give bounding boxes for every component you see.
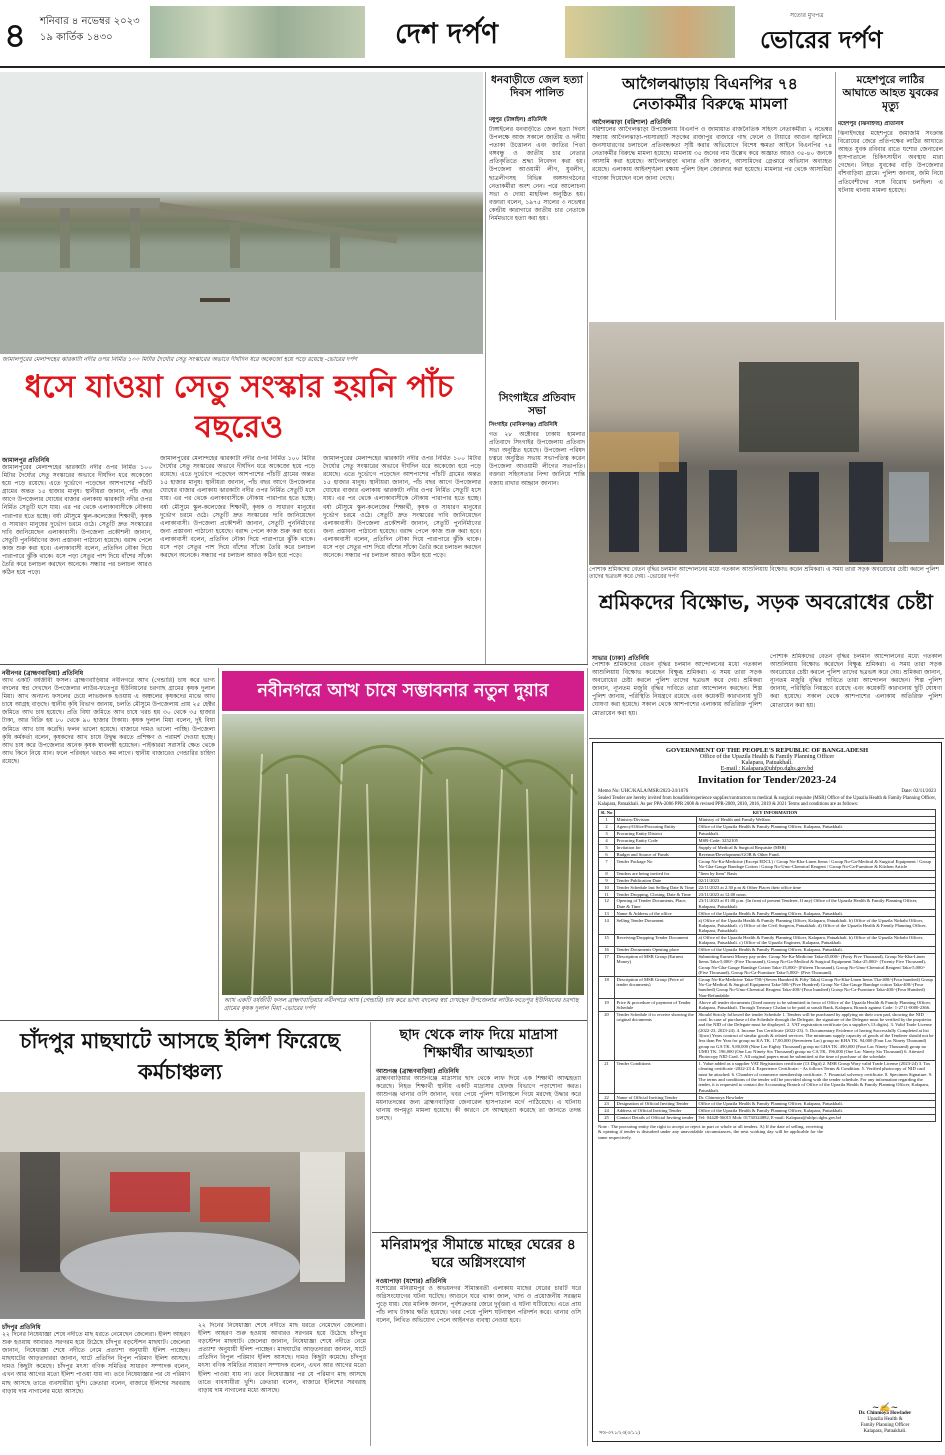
- workers-headline: শ্রমিকদের বিক্ষোভ, সড়ক অবরোধের চেষ্টা: [599, 590, 933, 614]
- tender-cell-sl: 11: [599, 891, 615, 898]
- tender-table: [598, 809, 936, 1122]
- tender-table-row: [599, 976, 936, 999]
- paper-tagline: সত্যের মুখপত্র: [790, 12, 824, 19]
- sugarcane-headline-band: [222, 671, 584, 711]
- bridge-photo-caption: [2, 356, 482, 364]
- tender-table-row: [599, 837, 936, 844]
- tender-cell-key: Tender Dropping, Closing, Date & Time: [615, 891, 697, 898]
- chandpur-headline: চাঁদপুর মাছঘাটে আসছে ইলিশ ফিরেছে কর্মচাঞ্চল্য: [20, 1029, 340, 1084]
- tender-cell-key: Tender Package No: [615, 858, 697, 870]
- tender-cell-value: Group No-Ka-Medicine (Except EDCL) / Group No-Kha-Linen Items / Group No-Ga-Medical & Surgical Equipment / Group No-Gha-Gauge Bandage Cotton / Group No-Umo-Chemical Reagent / Group No-Ca-Furniture & Kitchen Article: [697, 858, 936, 870]
- tender-cell-value: 02/11/2023: [697, 877, 936, 884]
- tender-table-row: [599, 817, 936, 824]
- agailjhara-byline: আগৈলঝাড়া (বরিশাল) প্রতিনিধি: [592, 119, 672, 126]
- bridge-body-col1: জামালপুরের মেলান্দহের ঝারকাটা নদীর ওপর নির্মিত ১০০ মিটার দৈর্ঘ্যের সেতু সংস্কারের অভাবে দীর্ঘদিন ধরে অকেজো হয়ে পড়ে রয়েছে। এতে দুর্ভোগে পড়েছেন আশপাশের পাঁচটি গ্রামের অন্তত ১৫ হাজার মানুষ। স্থানীয়রা জানান, পাঁচ বছর আগে উপজেলার ঘোষের বাজার এলাকায় ঝারকাটা নদীর ওপর নির্মিত সেতুটি ধসে যায়। এর পর থেকে এলাকাবাসীকে নৌকায় পারাপার হতে হচ্ছে। বর্ষা মৌসুমে স্কুল-কলেজের শিক্ষার্থী, কৃষক ও সাধারণ মানুষের দুর্ভোগ চরমে ওঠে। সেতুটি দ্রুত সংস্কারের দাবি জানিয়েছেন এলাকাবাসী। উপজেলা প্রকৌশলী জানান, সেতুটি পুনর্নির্মাণের জন্য প্রস্তাবনা পাঠানো হয়েছে। বরাদ্দ পেলে কাজ শুরু করা হবে। এলাকাবাসী বলেন, প্রতিদিন নৌকা দিয়ে পারাপারে ঝুঁকি থাকে। ধসে পড়া সেতুর পাশ দিয়ে বাঁশের সাঁকো তৈরি করে চলাচল করছেন অনেকে। সন্ধ্যার পর চলাচল আরও কঠিন হয়ে পড়ে।: [2, 464, 152, 577]
- row-rule-4: [372, 1232, 587, 1233]
- tender-cell-key: Agency/Office/Procuring Entity: [615, 823, 697, 830]
- workers-body-col2: পোশাক শ্রমিকদের বেতন বৃদ্ধির চলমান আন্দোলনের মধ্যে গতকাল আশুলিয়ায় বিক্ষোভ করেছেন বিক্ষুব্ধ শ্রমিকরা। এ সময় তারা সড়ক অবরোধের চেষ্টা করলে পুলিশ তাদের ছত্রভঙ্গ করে দেয়। শ্রমিকরা জানান, ন্যূনতম মজুরি বৃদ্ধির দাবিতে তারা আন্দোলন করছেন। শিল্প পুলিশ জানায়, পরিস্থিতি নিয়ন্ত্রণে রয়েছে এবং কয়েকটি কারখানায় ছুটি ঘোষণা করা হয়েছে। সকাল থেকে আশপাশের এলাকায় অতিরিক্ত পুলিশ মোতায়েন করা হয়।: [770, 653, 942, 709]
- tender-cell-key: Tenders are being invited for: [615, 870, 697, 877]
- sugarcane-caption-credit: -ভোরের দর্পণ: [282, 1004, 316, 1012]
- workers-photo: [589, 322, 944, 565]
- hartal-byline: মধুপুর (টাঙ্গাইল) প্রতিনিধি: [489, 117, 547, 123]
- tender-cell-value: Ministry of Health and Family Welfare.: [697, 817, 936, 824]
- row-rule-1: [0, 664, 588, 665]
- tender-cell-sl: 9: [599, 877, 615, 884]
- hartal-body: টাঙ্গাইলের ধনবাড়ীতে জেল হত্যা দিবস উপলক্ষে আজ সকালে জাতীয় ও দলীয় পতাকা উত্তোলন এবং জাতির পিতা বঙ্গবন্ধু ও জাতীয় চার নেতার প্রতিকৃতিতে শ্রদ্ধা নিবেদন করা হয়। উপজেলা আওয়ামী লীগ, যুবলীগ, ছাত্রলীগসহ বিভিন্ন অঙ্গসংগঠনের নেতাকর্মীরা অংশ নেন। পরে আলোচনা সভা ও দোয়া মাহফিল অনুষ্ঠিত হয়। বক্তারা বলেন, ১৯৭৫ সালের ৩ নভেম্বর কেন্দ্রীয় কারাগারে জাতীয় চার নেতাকে নির্মমভাবে হত্যা করা হয়।: [489, 126, 585, 223]
- tender-title: Invitation for Tender/2023-24: [697, 774, 837, 786]
- tender-cell-value: Should Strictly followed the tender Schedule 1. Tenders will be purchased by applying on their own pad, showing the NID card. In case of purchase of the Schedule through the Delegate, the signature of the Delegate must be verified by the proprietor and the NID of the Delegate must be displayed. 2. VAT registration certificate (as a supplier's 13 digits). 3. Valid Trade License (2022-23, 2023-24). 4. Income Tax Certificate (2022-23). 5. Documentary Evidence of having Successfully Completed at list 3(two) Years contract of similar goods & related services. The minimum supply capacity of goods of the Tenderer should not be less than Per Year for group no KA TK. 17,00,000 (Seventeen Lac) group no KHA TK. 94,000 (Four Lac Ninety Thousand) group no GA TK. 9,80,000 (Nine Lac Eighty Thousand) group no GHA TK. 490,000 (Four Lac Ninety Thousand) group no UMO TK. 196,000 (One Lac Ninety Six Thousand) group no CA TK. 196,000 (One Lac Ninety Six Thousand) 6. Attested Photocopy NID Card. 7. All original papers must be submitted at the time of purchase of the schedule.: [698, 1011, 934, 1060]
- tender-cell-sl: 22: [599, 1094, 615, 1101]
- header-rule: [0, 66, 945, 68]
- workers-byline: সাভার (ঢাকা) প্রতিনিধি: [592, 655, 650, 662]
- tender-cell-value: 23/11/2023 at 12.00 noon.: [697, 891, 936, 898]
- tender-table-row: [599, 917, 936, 934]
- tender-cell-value: a) Office of the Upazila Health & Family Planning Officer, Kalapara, Patuakhali. b) Office of the Upazila Nirbahi Officer, Kalapara, Patuakhali. c) Office of the Upazila Engineer, Kalapara, Patuakhali.: [697, 934, 936, 946]
- column-rule-1: [485, 72, 486, 664]
- tender-location-line: Kalapara, Patuakhali.: [741, 760, 793, 766]
- tender-cell-value: Office of the Upazila Health & Family Planning Officer, Kalapara, Patuakhali.: [697, 910, 936, 917]
- tender-cell-key: Tender Publication Date: [615, 877, 697, 884]
- column-rule-5: [370, 1022, 371, 1446]
- bridge-headline: ধসে যাওয়া সেতু সংস্কার হয়নি পাঁচ বছরেও: [24, 369, 454, 445]
- tender-cell-key: Tender Documents Opening place: [615, 946, 697, 953]
- tender-signature-mark: ~✍~: [871, 1403, 899, 1413]
- tender-cell-value: "Item by Item" Basis: [697, 870, 936, 877]
- header-banner-left: [150, 6, 365, 58]
- madrasa-body: ব্রাহ্মণবাড়িয়ার আশুগঞ্জে মাদ্রাসার ছাদ থেকে লাফ দিয়ে এক শিক্ষার্থী আত্মহত্যা করেছে। নিহত শিক্ষার্থী স্থানীয় একটি মাদ্রাসার হেফজ বিভাগে পড়াশোনা করত। আশুগঞ্জ থানার ওসি জানান, খবর পেয়ে পুলিশ ঘটনাস্থলে গিয়ে মরদেহ উদ্ধার করে ময়নাতদন্তের জন্য ব্রাহ্মণবাড়িয়া জেনারেল হাসপাতাল মর্গে পাঠিয়েছে। এ ঘটনায় থানায় অপমৃত্যু মামলা হয়েছে। কী কারণে সে আত্মহত্যা করেছে তা জানতে তদন্ত চলছে।: [376, 1075, 581, 1123]
- tender-cell-value: MSR-Code: 3252105: [697, 837, 936, 844]
- tender-cell-key: Ministry/Division: [615, 817, 697, 824]
- tender-email-line: E-mail : Kalapara@uhfpo.dghs.gov.bd: [720, 766, 814, 772]
- row-rule-3: [0, 1020, 588, 1021]
- tender-table-row: [599, 858, 936, 870]
- tender-table-row: [599, 1011, 936, 1060]
- bridge-caption-credit: -ভোরের দর্পণ: [324, 356, 358, 363]
- tender-cell-value: Above all tender documents (fixed money to be submitted in favor of Office of the Upazila Health & Family Planning Officer, Kalapara, Patuakhali. Through Treasury Chalan to be paid at sonali Bank, Kalapara, Branch against Code: 1-2711-0000-2366.: [697, 999, 936, 1011]
- chandpur-body-col2: ২২ দিনের নিষেধাজ্ঞা শেষে নদীতে মাছ ধরতে নেমেছেন জেলেরা। ইলিশ আহরণ শুরু হওয়ায় আবারও সরগরম হয়ে উঠেছে চাঁদপুর বড়স্টেশন মাছঘাট। জেলেরা জানান, নিষেধাজ্ঞা শেষে নদীতে নেমে প্রত্যাশা অনুযায়ী ইলিশ পাচ্ছেন। মাছঘাটের আড়তদাররা জানান, ঘাটে প্রতিদিন বিপুল পরিমাণ ইলিশ আসছে। দামও কিছুটা কমেছে। চাঁদপুর মৎস্য বণিক সমিতির সাধারণ সম্পাদক বলেন, এখন আর আগের মতো ইলিশ পাওয়া যায় না। তবে নিষেধাজ্ঞার পর যে পরিমাণ মাছ আসছে তাতে ব্যবসায়ীরা খুশি। ক্রেতারা বলেন, বাজারে ইলিশের সরবরাহ বাড়ায় দাম নাগালের মধ্যে আসছে।: [198, 1322, 366, 1394]
- tender-table-row: [599, 823, 936, 830]
- workers-caption-credit: -ভোরের দর্পণ: [647, 574, 679, 580]
- tender-cell-value: 23/11/2023 at 01.00 p.m. (In front of present Tenderer, If any) Office of the Upazila Health & Family Planning Officer, Kalapara, Patuakhali.: [697, 898, 936, 910]
- tender-notice: [592, 742, 942, 1442]
- tender-cell-value: Office of the Upazila Health & Family Planning Officer, Kalapara, Patuakhali.: [697, 946, 936, 953]
- tender-cell-sl: 14: [599, 917, 615, 934]
- tender-table-row: [599, 1114, 936, 1121]
- agailjhara-headline: আগৈলঝাড়ায় বিএনপির ৭৪ নেতাকর্মীর বিরুদ্ধে মামলা: [622, 75, 798, 113]
- sugarcane-headline: নবীনগরে আখ চাষে সম্ভাবনার নতুন দুয়ার: [257, 681, 549, 701]
- mohespur-byline: মহেশপুর (ঝিনাইদহ) প্রতিনিধি: [838, 121, 904, 127]
- bridge-body-col3: জামালপুরের মেলান্দহের ঝারকাটা নদীর ওপর নির্মিত ১০০ মিটার দৈর্ঘ্যের সেতু সংস্কারের অভাবে দীর্ঘদিন ধরে অকেজো হয়ে পড়ে রয়েছে। এতে দুর্ভোগে পড়েছেন আশপাশের পাঁচটি গ্রামের অন্তত ১৫ হাজার মানুষ। স্থানীয়রা জানান, পাঁচ বছর আগে উপজেলার ঘোষের বাজার এলাকায় ঝারকাটা নদীর ওপর নির্মিত সেতুটি ধসে যায়। এর পর থেকে এলাকাবাসীকে নৌকায় পারাপার হতে হচ্ছে। বর্ষা মৌসুমে স্কুল-কলেজের শিক্ষার্থী, কৃষক ও সাধারণ মানুষের দুর্ভোগ চরমে ওঠে। সেতুটি দ্রুত সংস্কারের দাবি জানিয়েছেন এলাকাবাসী। উপজেলা প্রকৌশলী জানান, সেতুটি পুনর্নির্মাণের জন্য প্রস্তাবনা পাঠানো হয়েছে। বরাদ্দ পেলে কাজ শুরু করা হবে। এলাকাবাসী বলেন, প্রতিদিন নৌকা দিয়ে পারাপারে ঝুঁকি থাকে। ধসে পড়া সেতুর পাশ দিয়ে বাঁশের সাঁকো তৈরি করে চলাচল করছেন অনেকে। সন্ধ্যার পর চলাচল আরও কঠিন হয়ে পড়ে।: [323, 455, 481, 560]
- tender-cell-key: Invitation for: [615, 844, 697, 851]
- tender-cell-sl: 23: [599, 1101, 615, 1108]
- sugarcane-caption-text: আখ একটি বর্ষজীবী ফসল ব্রাহ্মণবাড়িয়ার নবীনগরে আখ (গেন্ডারি) চাষ করে ভাগ্য বদলের স্বপ্ন দেখছেন উপজেলার লাউর-ফতেপুর ইউনিয়নের চরগাছ গ্রামের কৃষক দুলাল মিয়া: [224, 997, 579, 1012]
- tender-table-row: [599, 884, 936, 891]
- tender-table-row: [599, 891, 936, 898]
- tender-table-header: [599, 810, 936, 817]
- tender-cell-key: Description of MSR Group (Price of tender documents): [615, 976, 697, 999]
- workers-body-col1: পোশাক শ্রমিকদের বেতন বৃদ্ধির চলমান আন্দোলনের মধ্যে গতকাল আশুলিয়ায় বিক্ষোভ করেছেন বিক্ষুব্ধ শ্রমিকরা। এ সময় তারা সড়ক অবরোধের চেষ্টা করলে পুলিশ তাদের ছত্রভঙ্গ করে দেয়। শ্রমিকরা জানান, ন্যূনতম মজুরি বৃদ্ধির দাবিতে তারা আন্দোলন করছেন। শিল্প পুলিশ জানায়, পরিস্থিতি নিয়ন্ত্রণে রয়েছে এবং কয়েকটি কারখানায় ছুটি ঘোষণা করা হয়েছে। সকাল থেকে আশপাশের এলাকায় অতিরিক্ত পুলিশ মোতায়েন করা হয়।: [592, 661, 762, 717]
- tender-cell-sl: 21: [599, 1060, 615, 1093]
- tender-table-row: [599, 1094, 936, 1101]
- singair-body: গত ২৮ অক্টোবর ঢাকায় হামলার প্রতিবাদে সিংগাইর উপজেলায় প্রতিবাদ সভা অনুষ্ঠিত হয়েছে। উপজেলা পরিষদ চত্বরে অনুষ্ঠিত সভায় সভাপতিত্ব করেন উপজেলা আওয়ামী লীগের সভাপতি। বক্তারা সহিংসতার নিন্দা জানিয়ে শান্তি বজায় রাখার আহ্বান জানান।: [489, 431, 585, 487]
- tender-cell-value: Submitting Earnest Money pay order. Group No-Ka-Medicine Taka-45,000/- (Forty Five Thousand), Group No-Kha-Linen Items Taka-5,000/- (Five Thousand), Group No-Ga-Medical & Surgical Equipment Taka-25,000/- (Twenty Five Thousand), Group No-Gha-Gauge Bandage Cotton Taka-15,000/- (Fifteen Thousand), Group No-Umo-Chemical Reagent Taka-5,000/- (Five Thousand), Group No-Ca-Furniture Taka-5,000/- (Five Thousand).: [697, 953, 936, 976]
- tender-table-row: [599, 946, 936, 953]
- tender-table-body: [599, 817, 936, 1122]
- tender-cell-sl: 15: [599, 934, 615, 946]
- agailjhara-body: বরিশালের আগৈলঝাড়া উপজেলায় বিএনপি ও জামায়াত রাজনৈতিক সহিংস নেতাকর্মীরা ২ নভেম্বর সন্ধ্যায় আগৈলঝাড়া-পয়সারহাট সড়কের রাজাপুর বাজারে গাছ ফেলে ও টায়ারে আগুন জ্বালিয়ে জনসাধারণের চলাচলে প্রতিবন্ধকতা সৃষ্টি করার অভিযোগে বিশেষ ক্ষমতা আইনে বিএনপির ৭৪ নেতাকর্মীর বিরুদ্ধে মামলা হয়েছে। মামলায় ৩৫ জনের নাম উল্লেখ করে অজ্ঞাত আরও ৩৫-৪০ জনকে আসামি করা হয়েছে। আগৈলঝাড়া থানার ওসি জানান, আসামিদের গ্রেপ্তারে অভিযান অব্যাহত রয়েছে। এলাকায় আইনশৃঙ্খলা রক্ষায় পুলিশ টহল জোরদার করা হয়েছে। মামলার পর থেকে আসামিরা গাঢাকা দিয়েছেন বলে জানা গেছে।: [592, 126, 832, 182]
- tender-cell-key: Selling Tender Document: [615, 917, 697, 934]
- tender-cell-sl: 3: [599, 830, 615, 837]
- tender-cell-sl: 18: [599, 976, 615, 999]
- tender-date: Date: 02/11/2023: [901, 789, 936, 794]
- mohespur-body: ঝিনাইদহের মহেশপুরে জমাজমি সংক্রান্ত বিরোধের জেরে প্রতিপক্ষের লাঠির আঘাতে আহত যুবক রবিবার রাতে যশোর জেনারেল হাসপাতালে চিকিৎসাধীন অবস্থায় মারা গেছেন। নিহত যুবকের বাড়ি উপজেলার বাঁশবাড়িয়া গ্রামে। পুলিশ জানায়, জমি নিয়ে প্রতিবেশীদের সঙ্গে বিরোধ চলছিল। এ ঘটনায় থানায় মামলা হয়েছে।: [838, 130, 943, 194]
- sugarcane-photo: [222, 714, 584, 995]
- tender-cell-key: Name of Official Inviting Tender: [615, 1094, 697, 1101]
- tender-cell-sl: 13: [599, 910, 615, 917]
- bridge-byline: জামালপুর প্রতিনিধি: [2, 457, 50, 464]
- tender-table-row: [599, 1060, 936, 1093]
- header-banner-right: [565, 6, 735, 58]
- tender-cell-sl: 17: [599, 953, 615, 976]
- tender-cell-key: Address of Official Inviting Tender: [615, 1107, 697, 1114]
- tender-cell-key: Designation of Official Inviting Tender: [615, 1101, 697, 1108]
- singair-byline: সিংগাইর (মানিকগঞ্জ) প্রতিনিধি: [489, 422, 558, 428]
- tender-table-row: [599, 1101, 936, 1108]
- tender-cell-sl: 2: [599, 823, 615, 830]
- workers-caption-text: পোশাক শ্রমিকদের বেতন বৃদ্ধির চলমান আন্দোলনের মধ্যে গতকাল আশুলিয়ায় বিক্ষোভ করেন শ্রমিকরা। এ সময় তারা সড়ক অবরোধের চেষ্টা করলে পুলিশ তাদের ছত্রভঙ্গ করে দেয়।: [589, 567, 939, 580]
- tender-cell-key: Opening of Tender Documents, Place, Date & Time: [615, 898, 697, 910]
- workers-illustration: [589, 322, 944, 565]
- chandpur-body-col1: ২২ দিনের নিষেধাজ্ঞা শেষে নদীতে মাছ ধরতে নেমেছেন জেলেরা। ইলিশ আহরণ শুরু হওয়ায় আবারও সরগরম হয়ে উঠেছে চাঁদপুর বড়স্টেশন মাছঘাট। জেলেরা জানান, নিষেধাজ্ঞা শেষে নদীতে নেমে প্রত্যাশা অনুযায়ী ইলিশ পাচ্ছেন। মাছঘাটের আড়তদাররা জানান, ঘাটে প্রতিদিন বিপুল পরিমাণ ইলিশ আসছে। দামও কিছুটা কমেছে। চাঁদপুর মৎস্য বণিক সমিতির সাধারণ সম্পাদক বলেন, এখন আর আগের মতো ইলিশ পাওয়া যায় না। তবে নিষেধাজ্ঞার পর যে পরিমাণ মাছ আসছে তাতে ব্যবসায়ীরা খুশি। ক্রেতারা বলেন, বাজারে ইলিশের সরবরাহ বাড়ায় দাম নাগালের মধ্যে আসছে।: [2, 1331, 190, 1395]
- tender-table-row: [599, 999, 936, 1011]
- column-rule-6: [587, 668, 588, 1446]
- tender-signer-title1: Upazila Health &: [867, 1417, 903, 1422]
- tender-memo-row: [598, 789, 936, 794]
- tender-table-row: [599, 910, 936, 917]
- tender-signature-block: [835, 1405, 935, 1435]
- tender-cell-key: Tender Conditions: [615, 1060, 697, 1093]
- tender-table-row: [599, 844, 936, 851]
- tender-cell-value: a) Office of the Upazila Health & Family Planning Officer, Kalapara, Patuakhali. b) Office of the Upazila Nirbahi Officer, Kalapara, Patuakhali. c) Office of the Civil Surgeon, Patuakhali. d) Office of the Upazila Health & Family Planning Officer, Kalapara, Patuakhali.: [697, 917, 936, 934]
- tender-cell-sl: 19: [599, 999, 615, 1011]
- tender-cell-key: Budget and Source of Funds: [615, 851, 697, 858]
- tender-intro: Sealed Tender are hereby invited from bonafide/experience supplier/contractors to medical & surgical requisite (MSR) Office of the Upazila Health & Family Planning Officer, Kalapara, Patuakhali. As per PPA-2006 PPR 2008 & revised PPR-2009, 2010, 2016, 2019 & 2021 Terms and conditions are as follows:: [598, 796, 936, 807]
- tender-table-row: [599, 1107, 936, 1114]
- tender-cell-key: Receiving/Dropping Tender Document: [615, 934, 697, 946]
- hartal-headline: ধনবাড়ীতে জেল হত্যা দিবস পালিত: [491, 74, 583, 99]
- tender-cell-value: Patuakhali.: [697, 830, 936, 837]
- date-line-1: শনিবার ৪ নভেম্বর ২০২৩: [40, 16, 140, 27]
- sugarcane-byline: নবীনগর (ব্রাহ্মণবাড়িয়া) প্রতিনিধি: [2, 670, 84, 677]
- tender-note: Note : The procuring entity the right to accept or reject in part or whole or all tenders. A) If the date of selling, receiving & opening if tender is disturbed under any unavoidable circumstances, the next working day will be applicable for the same respectively.: [598, 1123, 823, 1140]
- tender-table-row: [599, 830, 936, 837]
- tender-cell-value: Tel: 04428-56015 Mob: 01730324882, E-mail: Kalapara@uhfpo.dghs.gov.bd: [697, 1114, 936, 1121]
- bridge-illustration: [0, 72, 483, 354]
- sugarcane-illustration: [222, 714, 584, 995]
- monirampur-body: যশোরের মনিরামপুর ও অভয়নগর সীমান্তবর্তী এলাকায় মাছের ঘেরের চারটি ঘরে অগ্নিসংযোগের ঘটনা ঘটেছে। আগুনে ঘরে থাকা জাল, খাদ্য ও প্রয়োজনীয় সরঞ্জাম পুড়ে যায়। ঘের মালিক জানান, পূর্বশত্রুতার জেরে দুর্বৃত্তরা এ ঘটনা ঘটিয়েছে। এতে প্রায় পাঁচ লাখ টাকার ক্ষতি হয়েছে। খবর পেয়ে পুলিশ ঘটনাস্থল পরিদর্শন করে। থানার ওসি বলেন, লিখিত অভিযোগ পেলে আইনগত ব্যবস্থা নেওয়া হবে।: [376, 1285, 581, 1325]
- tender-cell-sl: 6: [599, 851, 615, 858]
- tender-cell-sl: 25: [599, 1114, 615, 1121]
- madrasa-headline: ছাদ থেকে লাফ দিয়ে মাদ্রাসা শিক্ষার্থীর আত্মহত্যা: [399, 1027, 558, 1061]
- tender-cell-value: 1. Value added as a supplier VAT Registration certificate (13 Digit) 2. MSR Group Wary valid Trade License (2023-24) 3. Tax clearing certificate -2022-23 4. Experience Certificate: - As follows Terms & Condition. 5. Verified photocopy of NID card must be attached. 6. Chamber of commerce membership certificate. 7. Financial solvency certificate. 8. Specimen Signature. 9. The terms and conditions of the tender will be provided along with the tender schedule. For any information regarding the tender, it is requested to contact the Accounting Branch of Office of the Upazila Health & Family Planning Officer, Kalapara, Patuakhali.: [697, 1060, 936, 1093]
- tender-signer-place: Kalapara, Patuakhali.: [863, 1429, 907, 1434]
- tender-table-row: [599, 898, 936, 910]
- sugarcane-body-col1: আখ একটি বর্ষজীবী ফসল। ব্রাহ্মণবাড়িয়ার নবীনগরে আখ (গেন্ডারি) চাষ করে ভাগ্য বদলের স্বপ্ন দেখছেন উপজেলার লাউর-ফতেপুর ইউনিয়নের চরগাছ গ্রামের কৃষক দুলাল মিয়া। আখ অন্যান্য ফসলের চেয়ে লাভজনক হওয়ায় এ অঞ্চলের কৃষকদের মাঝে আখ চাষে আগ্রহ বাড়ছে। স্থানীয় কৃষি বিভাগ জানায়, চলতি মৌসুমে উপজেলায় প্রায় ২৫ হেক্টর জমিতে আখ চাষ হয়েছে। প্রতি বিঘা জমিতে আখ চাষে খরচ হয় ৩০ থেকে ৩৫ হাজার টাকা, আর বিক্রি হয় ৮০ থেকে ৯০ হাজার টাকায়। কৃষক দুলাল মিয়া বলেন, দুই বিঘা জমিতে আখ চাষ করেছি। ফলন ভালো হয়েছে। বাজারে দামও ভালো পাচ্ছি। উপজেলা কৃষি কর্মকর্তা বলেন, কৃষকদের আখ চাষে উদ্বুদ্ধ করতে প্রশিক্ষণ ও পরামর্শ দেওয়া হচ্ছে। আখ চাষ করে উপজেলার অনেক কৃষক স্বাবলম্বী হয়েছেন। পাইকাররা সরাসরি ক্ষেত থেকে আখ কিনে নিয়ে যান। ফলে পরিবহন খরচও কম লাগে। স্থানীয় বাজারেও গেন্ডারির চাহিদা রয়েছে।: [2, 677, 215, 765]
- tender-table-row: [599, 934, 936, 946]
- bridge-article: [2, 455, 482, 665]
- paper-name: ভোরের দর্পণ: [760, 26, 883, 54]
- tender-cell-key: Tender Schedule if to receive showing the original documents: [615, 1011, 697, 1060]
- tender-footer-code: সও-৩৭১/২৩(৩/১১): [599, 1431, 640, 1436]
- monirampur-headline: মনিরামপুর সীমান্তে মাছের ঘেরের ৪ ঘরে অগ্নিসংযোগ: [381, 1237, 576, 1271]
- tender-gov-line: GOVERNMENT OF THE PEOPLE'S REPUBLIC OF BANGLADESH: [665, 747, 869, 754]
- tender-cell-key: Tender Schedule last Selling Date & Time: [615, 884, 697, 891]
- tender-cell-value: Dr. Chinmoya Howlader: [697, 1094, 936, 1101]
- tender-col-sl: Sl. No: [599, 810, 615, 817]
- tender-table-row: [599, 870, 936, 877]
- tender-cell-sl: 4: [599, 837, 615, 844]
- tender-cell-sl: 16: [599, 946, 615, 953]
- tender-signer-title2: Family Planning Officer: [860, 1423, 910, 1428]
- chandpur-byline: চাঁদপুর প্রতিনিধি: [2, 1324, 41, 1331]
- column-rule-3: [835, 72, 836, 320]
- tender-cell-key: Procuring Entity Code: [615, 837, 697, 844]
- tender-cell-sl: 20: [599, 1011, 615, 1060]
- row-rule-2: [589, 738, 944, 739]
- tender-cell-sl: 8: [599, 870, 615, 877]
- tender-cell-key: Price & procedure of payment of Tender Schedule: [615, 999, 697, 1011]
- tender-cell-sl: 1: [599, 817, 615, 824]
- tender-cell-sl: 24: [599, 1107, 615, 1114]
- bridge-photo: [0, 72, 483, 354]
- tender-cell-value: Revenue/Development/GOB & Other Fund.: [697, 851, 936, 858]
- chandpur-illustration: [0, 1092, 365, 1319]
- mohespur-headline: মহেশপুরে লাঠির আঘাতে আহত যুবকের মৃত্যু: [842, 74, 939, 112]
- column-rule-2: [587, 72, 588, 664]
- tender-cell-key: Description of MSR Group (Earnest Money): [615, 953, 697, 976]
- tender-cell-sl: 5: [599, 844, 615, 851]
- page-header: [0, 0, 945, 70]
- sugarcane-photo-caption: [224, 997, 582, 1012]
- tender-cell-value: 22/11/2023 at 2.30 p.m & Other Places their office time: [697, 884, 936, 891]
- tender-cell-key: Procuring Entity District: [615, 830, 697, 837]
- tender-cell-key: Name & Address of the office: [615, 910, 697, 917]
- tender-cell-sl: 7: [599, 858, 615, 870]
- workers-photo-caption: [589, 567, 944, 581]
- tender-cell-value: Group No-Ka-Medicine Taka-750/-(Seven Hundred & Fifty Taka) Group No-Kha-Linen Items Tka-400/-(Four hundred) Group No-Ga-Medical & Surgical Equipment Taka-500/-(Five Hundred) Group No-Gha-Gauge Bandage cotton Taka-400/-(Four hundred) Group No-Umo-Chemical Reagent Taka-400/-(Four hundred) Group No-Ca-Furniture Taka-400/-(Four Hundred) Non-Refundable.: [697, 976, 936, 999]
- tender-cell-key: Contact Details of Official Inviting tender: [615, 1114, 697, 1121]
- monirampur-byline: নওয়াপাড়া (যশোর) প্রতিনিধি: [376, 1278, 447, 1285]
- tender-memo: Memo No: UHC/KALA/MSR/2023-24/1076: [598, 789, 689, 794]
- column-rule-4: [218, 668, 219, 1020]
- tender-table-row: [599, 851, 936, 858]
- singair-headline: সিংগাইরে প্রতিবাদ সভা: [498, 392, 576, 417]
- tender-office-line: Office of the Upazila Health & Family Planning Officer: [699, 754, 835, 760]
- tender-table-row: [599, 953, 936, 976]
- tender-table-row: [599, 877, 936, 884]
- chandpur-photo: [0, 1092, 365, 1319]
- tender-signer-name: Dr. Chinmoya Howlader: [858, 1411, 912, 1416]
- section-title: দেশ দর্পণ: [395, 17, 499, 50]
- tender-cell-value: Supply of Medical & Surgical Requisite (MSR): [697, 844, 936, 851]
- tender-cell-value: Office of the Upazila Health & Family Planning Officer, Kalapara, Patuakhali.: [697, 1107, 936, 1114]
- madrasa-byline: আশুগঞ্জ (ব্রাহ্মণবাড়িয়া) প্রতিনিধি: [376, 1068, 459, 1075]
- tender-cell-sl: 10: [599, 884, 615, 891]
- tender-cell-value: Office of the Upazila Health & Family Planning Officer, Kalapara, Patuakhali.: [697, 823, 936, 830]
- bridge-caption-text: জামালপুরের মেলান্দহের ঝারকাটা নদীর ওপর নির্মিত ১০০ মিটার দৈর্ঘ্যের সেতু সংস্কারের অভাবে দীর্ঘদিন ধরে অকেজো হয়ে পড়ে রয়েছে: [2, 356, 323, 363]
- page-number: ৪: [4, 16, 27, 56]
- tender-cell-value: Office of the Upazila Health & Family Planning Officer, Kalapara, Patuakhali.: [697, 1101, 936, 1108]
- tender-col-key: KEY INFORMATION: [615, 810, 936, 817]
- tender-cell-sl: 12: [599, 898, 615, 910]
- bridge-body-col2: জামালপুরের মেলান্দহের ঝারকাটা নদীর ওপর নির্মিত ১০০ মিটার দৈর্ঘ্যের সেতু সংস্কারের অভাবে দীর্ঘদিন ধরে অকেজো হয়ে পড়ে রয়েছে। এতে দুর্ভোগে পড়েছেন আশপাশের পাঁচটি গ্রামের অন্তত ১৫ হাজার মানুষ। স্থানীয়রা জানান, পাঁচ বছর আগে উপজেলার ঘোষের বাজার এলাকায় ঝারকাটা নদীর ওপর নির্মিত সেতুটি ধসে যায়। এর পর থেকে এলাকাবাসীকে নৌকায় পারাপার হতে হচ্ছে। বর্ষা মৌসুমে স্কুল-কলেজের শিক্ষার্থী, কৃষক ও সাধারণ মানুষের দুর্ভোগ চরমে ওঠে। সেতুটি দ্রুত সংস্কারের দাবি জানিয়েছেন এলাকাবাসী। উপজেলা প্রকৌশলী জানান, সেতুটি পুনর্নির্মাণের জন্য প্রস্তাবনা পাঠানো হয়েছে। বরাদ্দ পেলে কাজ শুরু করা হবে। এলাকাবাসী বলেন, প্রতিদিন নৌকা দিয়ে পারাপারে ঝুঁকি থাকে। ধসে পড়া সেতুর পাশ দিয়ে বাঁশের সাঁকো তৈরি করে চলাচল করছেন অনেকে। সন্ধ্যার পর চলাচল আরও কঠিন হয়ে পড়ে।: [160, 455, 315, 560]
- date-line-2: ১৯ কার্তিক ১৪৩০: [40, 32, 113, 43]
